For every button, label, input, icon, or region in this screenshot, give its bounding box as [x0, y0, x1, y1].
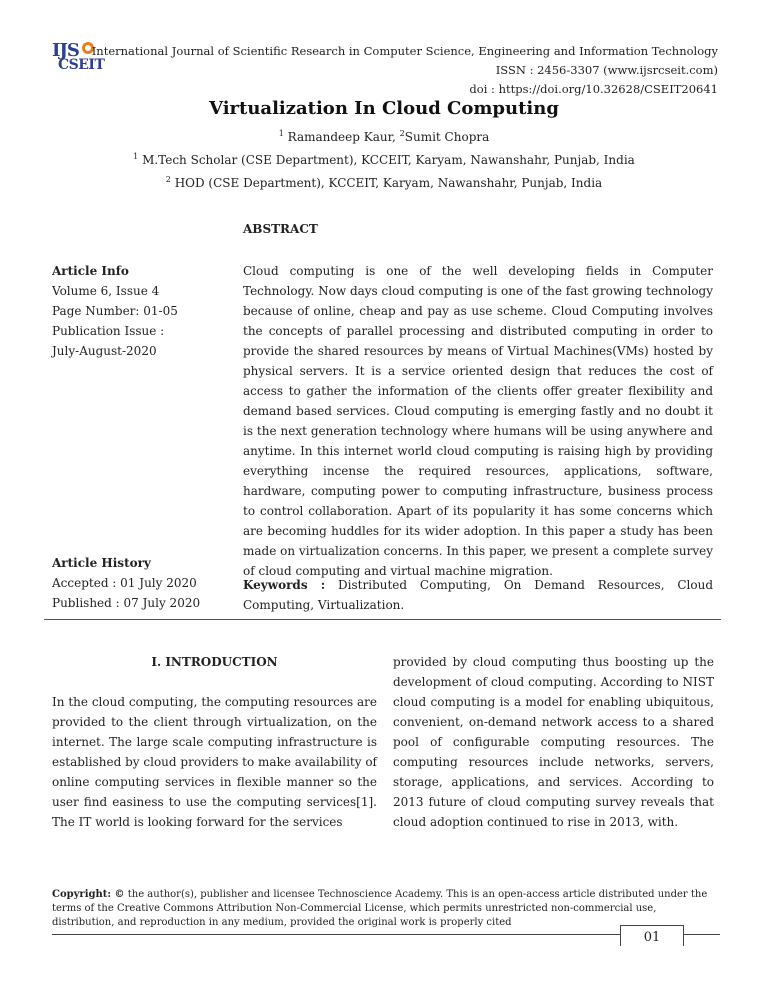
affiliation-1 — [0, 147, 768, 170]
article-info-volume: Volume 6, Issue 4 — [52, 284, 160, 298]
article-info — [52, 261, 178, 361]
affiliation-1-sup: 1 — [133, 152, 139, 161]
author-block — [0, 124, 768, 193]
article-history-heading: Article History — [52, 556, 151, 570]
keywords-list: Distributed Computing, On Demand Resources, Cloud Computing, Virtualization. — [243, 578, 714, 612]
affiliation-2-sup: 2 — [165, 175, 171, 184]
page-number: 01 — [620, 925, 684, 946]
journal-doi[interactable]: doi : https://doi.org/10.32628/CSEIT20641 — [469, 82, 718, 96]
logo-text-top: IJS — [52, 40, 79, 61]
keywords — [243, 575, 713, 615]
article-info-pages: Page Number: 01-05 — [52, 304, 178, 318]
author1-name: Ramandeep Kaur, — [283, 130, 400, 144]
intro-left-text: In the cloud computing, the computing resources are provided to the client through virtualization, on the internet. The large scale computing infrastructure is established by cloud providers to make availability of online computing services in flexible manner so the user find easiness to use the computing services[1]. The IT world is looking forward for the services — [52, 695, 377, 829]
copyright-text: the author(s), publisher and licensee Technoscience Academy. This is an open-access article distributed under the terms of the Creative Commons Attribution Non-Commercial License, which permits unrestricted non-commercial use, distribution, and reproduction in any medium, provided the original work is properly cited — [52, 889, 708, 928]
author2-sup: 2 — [399, 129, 405, 138]
author2-name: Sumit Chopra — [404, 130, 490, 144]
abstract-heading: ABSTRACT — [243, 222, 318, 236]
article-info-period: July-August-2020 — [52, 344, 157, 358]
affiliation-2 — [0, 170, 768, 193]
article-history — [52, 553, 200, 613]
author1-sup: 1 — [278, 129, 284, 138]
abstract-text: Cloud computing is one of the well developing fields in Computer Technology. Now days cloud computing is one of the fast growing technology because of online, cheap and pay as use scheme. Cloud Computing involves the concepts of parallel processing and distributed computing in order to provide the shared resources by means of Virtual Machines(VMs) hosted by physical servers. It is a service oriented design that reduces the cost of access to gather the information of the clients offer greater flexibility and demand based services. Cloud computing is emerging fastly and no doubt it is the next generation technology where humans will be using anywhere and anytime. In this internet world cloud computing is raising high by providing everything incense the required resources, applications, software, hardware, computing power to computing infrastructure, business process to control collaboration. Apart of its popularity it has some concerns which are becoming huddles for its wider adoption. In this paper a study has been made on virtualization concerns. In this paper, we present a complete survey of cloud computing and virtual machine migration. — [243, 264, 714, 578]
article-history-accepted: Accepted : 01 July 2020 — [52, 576, 197, 590]
keywords-label: Keywords : — [243, 578, 326, 592]
section-divider — [44, 619, 721, 620]
article-info-publication-issue: Publication Issue : — [52, 324, 165, 338]
article-info-heading: Article Info — [52, 264, 129, 278]
intro-right-column — [393, 652, 714, 832]
logo-text-bottom: CSEIT — [58, 57, 105, 73]
journal-header — [92, 42, 718, 99]
intro-right-text: provided by cloud computing thus boosting up the development of cloud computing. According to NIST cloud computing is a model for enabling ubiquitous, convenient, on-demand network access to a shared pool of configurable computing resources. The computing resources include networks, servers, storage, applications, and services. According to 2013 future of cloud computing survey reveals that cloud adoption continued to rise in 2013, with. — [393, 655, 714, 829]
affiliation-1-text: M.Tech Scholar (CSE Department), KCCEIT, Karyam, Nawanshahr, Punjab, India — [138, 153, 635, 167]
paper-title: Virtualization In Cloud Computing — [209, 98, 559, 119]
author-names — [0, 124, 768, 147]
copyright-label: Copyright: © — [52, 889, 125, 900]
journal-issn: ISSN : 2456-3307 (www.ijsrcseit.com) — [495, 63, 718, 77]
introduction-heading: I. INTRODUCTION — [151, 655, 278, 669]
journal-name: International Journal of Scientific Research in Computer Science, Engineering and Information Technology — [91, 44, 718, 58]
intro-left-column — [52, 652, 377, 832]
affiliation-2-text: HOD (CSE Department), KCCEIT, Karyam, Nawanshahr, Punjab, India — [170, 176, 603, 190]
article-history-published: Published : 07 July 2020 — [52, 596, 201, 610]
copyright-notice — [52, 888, 720, 930]
